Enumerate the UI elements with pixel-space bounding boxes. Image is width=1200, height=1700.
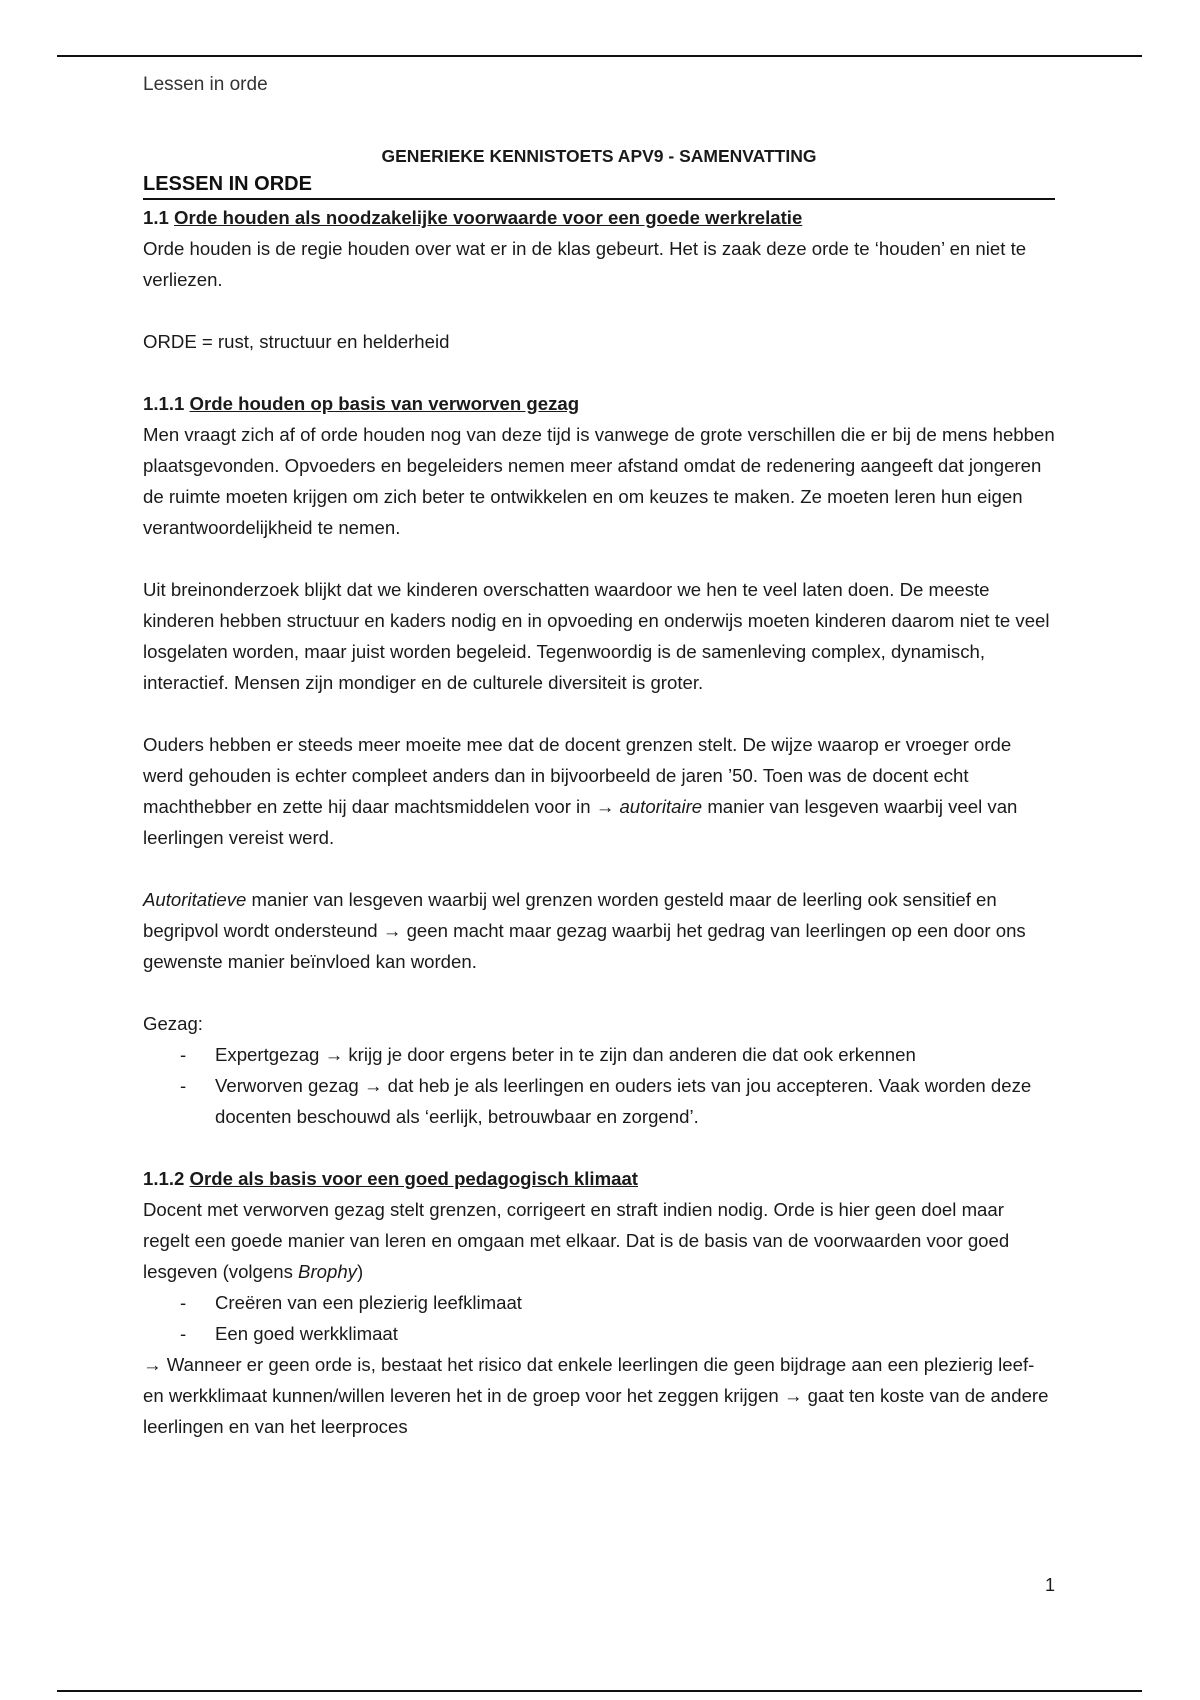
list-item: - Expertgezag → krijg je door ergens beter in te zijn dan anderen die dat ook erkennen bbox=[215, 1039, 1055, 1070]
gezag-label: Gezag: bbox=[143, 1013, 203, 1034]
paragraph: Uit breinonderzoek blijkt dat we kinderen overschatten waardoor we hen te veel laten doen. De meeste kinderen hebben structuur en kaders nodig en in opvoeding en onderwijs moeten kinderen daarom niet te veel losgelaten worden, maar juist worden begeleid. Tegenwoordig is de samenleving complex, dynamisch, interactief. Mensen zijn mondiger en de culturele diversiteit is groter. bbox=[143, 579, 1050, 693]
paragraph bbox=[143, 1194, 1055, 1287]
list-item: - Creëren van een plezierig leefklimaat bbox=[215, 1287, 1055, 1318]
paragraph: → Wanneer er geen orde is, bestaat het risico dat enkele leerlingen die geen bijdrage aan een plezierig leef- en werkklimaat kunnen/willen leveren het in de groep voor het zeggen krijgen → gaat ten koste van de andere leerlingen en van het leerproces bbox=[143, 1354, 1049, 1437]
heading-title: Orde houden als noodzakelijke voorwaarde voor een goede werkrelatie bbox=[174, 207, 803, 228]
gezag-list bbox=[143, 1039, 1055, 1132]
heading-1-1 bbox=[143, 202, 1055, 233]
list-item: - Een goed werkklimaat bbox=[215, 1318, 1055, 1349]
heading-1-1-1 bbox=[143, 388, 1055, 419]
section-heading: LESSEN IN ORDE bbox=[143, 170, 1055, 200]
heading-number: 1.1.2 bbox=[143, 1168, 185, 1189]
running-header: Lessen in orde bbox=[143, 74, 268, 95]
paragraph-text: Ouders hebben er steeds meer moeite mee dat de docent grenzen stelt. De wijze waarop er vroeger orde werd gehouden is echter compleet anders dan in bijvoorbeeld de jaren ’50. Toen was de docent echt machthebber en zette hij daar machtsmiddelen voor in → bbox=[143, 734, 1012, 817]
paragraph: ORDE = rust, structuur en helderheid bbox=[143, 331, 450, 352]
document-title: GENERIEKE KENNISTOETS APV9 - SAMENVATTING bbox=[381, 146, 817, 166]
header-rule bbox=[57, 55, 1142, 57]
heading-number: 1.1.1 bbox=[143, 393, 185, 414]
heading-1-1-2 bbox=[143, 1163, 1055, 1194]
list-item: - Verworven gezag → dat heb je als leerlingen en ouders iets van jou accepteren. Vaak worden deze docenten beschouwd als ‘eerlijk, betrouwbaar en zorgend’. bbox=[215, 1070, 1055, 1132]
conditions-list bbox=[143, 1287, 1055, 1349]
heading-number: 1.1 bbox=[143, 207, 169, 228]
emphasis-term: Autoritatieve bbox=[143, 889, 247, 910]
page-number: 1 bbox=[1045, 1575, 1056, 1595]
paragraph-text: Docent met verworven gezag stelt grenzen, corrigeert en straft indien nodig. Orde is hier geen doel maar regelt een goede manier van leren en omgaan met elkaar. Dat is de basis van de voorwaarden voor goed lesgeven (volgens bbox=[143, 1199, 1010, 1282]
paragraph: Men vraagt zich af of orde houden nog van deze tijd is vanwege de grote verschillen die er bij de mens hebben plaatsgevonden. Opvoeders en begeleiders nemen meer afstand omdat de redenering aangeeft dat jongeren de ruimte moeten krijgen om zich beter te ontwikkelen en om keuzes te maken. Ze moeten leren hun eigen verantwoordelijkheid te nemen. bbox=[143, 424, 1055, 538]
paragraph: Orde houden is de regie houden over wat er in de klas gebeurt. Het is zaak deze orde te ‘houden’ en niet te verliezen. bbox=[143, 238, 1027, 290]
paragraph bbox=[143, 884, 1055, 977]
heading-title: Orde als basis voor een goed pedagogisch klimaat bbox=[189, 1168, 638, 1189]
emphasis-term: autoritaire bbox=[619, 796, 703, 817]
paragraph-text: manier van lesgeven waarbij veel van leerlingen vereist werd. bbox=[143, 796, 1018, 848]
paragraph-text: ) bbox=[356, 1261, 364, 1282]
document-body bbox=[143, 142, 1055, 1442]
paragraph-text: manier van lesgeven waarbij wel grenzen worden gesteld maar de leerling ook sensitief en begripvol wordt ondersteund → geen macht maar gezag waarbij het gedrag van leerlingen op een door ons gewenste manier beïnvloed kan worden. bbox=[143, 889, 1026, 972]
footer-rule bbox=[57, 1690, 1142, 1692]
heading-title: Orde houden op basis van verworven gezag bbox=[189, 393, 580, 414]
paragraph bbox=[143, 729, 1055, 853]
emphasis-term: Brophy bbox=[298, 1261, 357, 1282]
